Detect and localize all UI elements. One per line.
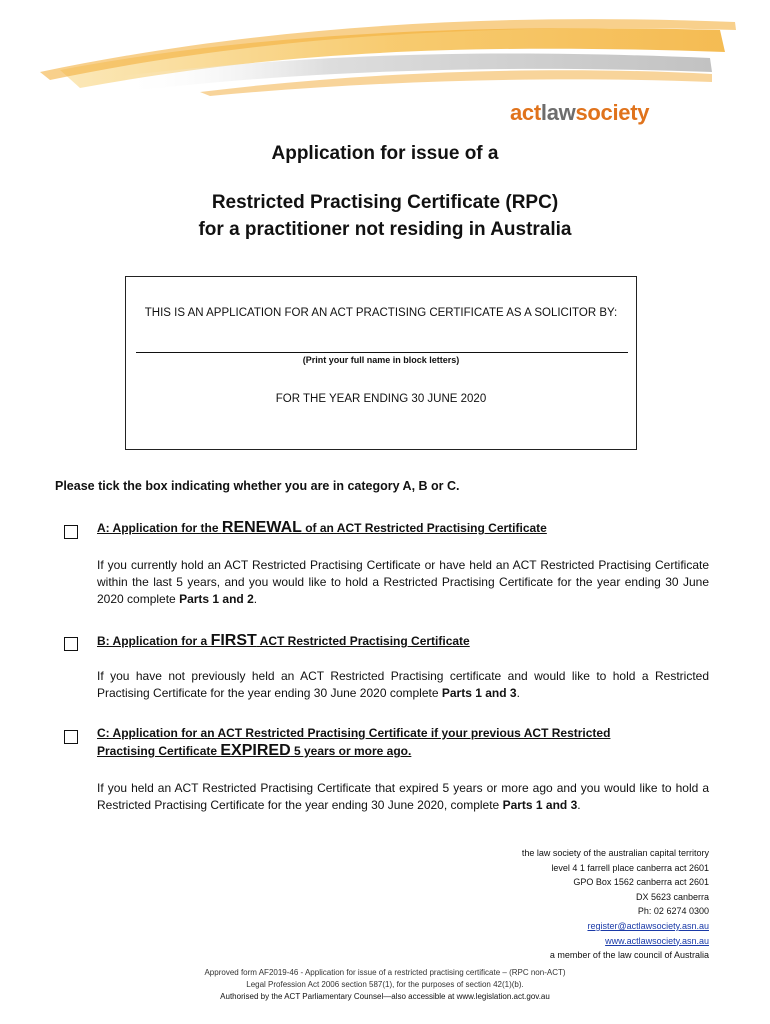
category-b-description: If you have not previously held an ACT Restricted Practising certificate and would like to hold a Restricted Practising Certificate for the year ending 30 June 2020 complete Parts 1 and 3. bbox=[97, 669, 709, 700]
category-a-description: If you currently hold an ACT Restricted Practising Certificate or have held an ACT Restricted Practising Certificate within the last 5 years, and you would like to hold a Restricted Practising Certificate for the year ending 30 June 2020 complete Parts 1 and 2. bbox=[97, 558, 709, 606]
address-member: a member of the law council of Australia bbox=[549, 950, 709, 961]
full-name-line[interactable] bbox=[136, 352, 628, 353]
category-b-checkbox[interactable] bbox=[64, 637, 78, 651]
category-c-description: If you held an ACT Restricted Practising Certificate that expired 5 years or more ago and you would like to hold a Restricted Practising Certificate for the year ending 30 June 2020, complete Parts 1 and 3. bbox=[97, 781, 709, 812]
category-c-heading: C: Application for an ACT Restricted Practising Certificate if your previous ACT Restricted Practising Certificate EXPIRED 5 years or more ago. bbox=[97, 726, 611, 759]
year-ending: FOR THE YEAR ENDING 30 JUNE 2020 bbox=[275, 393, 487, 405]
category-instruction: Please tick the box indicating whether you are in category A, B or C. bbox=[55, 479, 460, 493]
header-banner bbox=[0, 0, 770, 100]
contact-address bbox=[522, 846, 709, 963]
category-a-keyword: RENEWAL bbox=[221, 519, 302, 536]
page-title-line3: for a practitioner not residing in Australia bbox=[198, 219, 572, 240]
address-phone: Ph: 02 6274 0300 bbox=[637, 906, 709, 917]
category-a-heading: A: Application for the RENEWAL of an ACT Restricted Practising Certificate bbox=[97, 519, 547, 536]
email-link[interactable]: register@actlawsociety.asn.au bbox=[587, 920, 709, 931]
footer-form-approval: Approved form AF2019-46 - Application for issue of a restricted practising certificate – (RPC non-ACT) bbox=[204, 968, 566, 977]
address-org: the law society of the australian capital territory bbox=[521, 848, 709, 858]
actlawsociety-logo: actlawsociety bbox=[510, 100, 650, 125]
address-po-box: GPO Box 1562 canberra act 2601 bbox=[573, 877, 709, 888]
category-c-checkbox[interactable] bbox=[64, 730, 78, 744]
category-b-keyword: FIRST bbox=[210, 632, 257, 649]
footer-legal-reference: Legal Profession Act 2006 section 587(1), for the purposes of section 42(1)(b). bbox=[246, 980, 524, 989]
application-box bbox=[125, 276, 637, 450]
category-c-keyword: EXPIRED bbox=[220, 742, 291, 759]
page-title-line1: Application for issue of a bbox=[271, 143, 499, 164]
address-street: level 4 1 farrell place canberra act 2601 bbox=[551, 862, 709, 873]
footer-authorisation: Authorised by the ACT Parliamentary Counsel—also accessible at www.legislation.act.gov.au bbox=[220, 992, 550, 1001]
full-name-hint: (Print your full name in block letters) bbox=[302, 355, 460, 365]
category-a-checkbox[interactable] bbox=[64, 525, 78, 539]
page-title-line2: Restricted Practising Certificate (RPC) bbox=[211, 192, 559, 213]
application-statement: THIS IS AN APPLICATION FOR AN ACT PRACTISING CERTIFICATE AS A SOLICITOR BY: bbox=[144, 307, 618, 319]
category-b-heading: B: Application for a FIRST ACT Restricted Practising Certificate bbox=[97, 632, 470, 649]
address-dx: DX 5623 canberra bbox=[635, 891, 709, 902]
website-link[interactable]: www.actlawsociety.asn.au bbox=[605, 935, 709, 946]
